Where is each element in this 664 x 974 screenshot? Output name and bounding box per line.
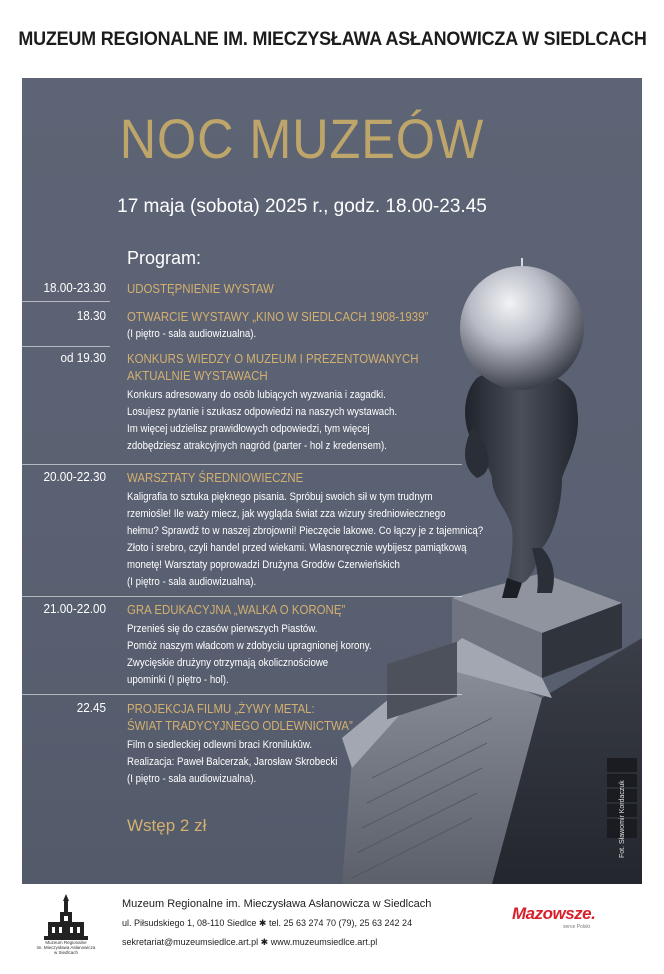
divider xyxy=(22,596,462,597)
entry-title: AKTUALNIE WYSTAWACH xyxy=(127,368,268,383)
entry-time: 20.00-22.30 xyxy=(43,469,106,484)
entry-description: Konkurs adresowany do osób lubiących wyzwania i zagadki. Losujesz pytanie i szukasz odpowiedzi na naszych wystawach. Im więcej udzielisz prawidłowych odpowiedzi, tym więcej zdobędziesz atrakcyjnych nagród (parter - hol z kredensem). xyxy=(127,389,398,452)
event-title: NOC MUZEÓW xyxy=(119,107,485,170)
entry-title: ŚWIAT TRADYCYJNEGO ODLEWNICTWA” xyxy=(127,718,353,733)
entrance-fee: Wstęp 2 zł xyxy=(127,816,207,835)
event-date: 17 maja (sobota) 2025 r., godz. 18.00-23.45 xyxy=(117,196,487,217)
photo-credit: Fot. Sławomir Kordaczuk xyxy=(619,780,626,858)
entry-time: 21.00-22.00 xyxy=(43,601,106,616)
entry-description: Przenieś się do czasów pierwszych Piastów. Pomóż naszym władcom w zdobyciu upragnionej korony. Zwycięskie drużyny otrzymają okolicznościowe upominki (I piętro - hol). xyxy=(127,623,372,686)
program-label: Program: xyxy=(127,248,202,268)
entry-description: (I piętro - sala audiowizualna). xyxy=(127,328,257,340)
entry-title: GRA EDUKACYJNA „WALKA O KORONĘ” xyxy=(127,602,346,617)
divider xyxy=(22,464,462,465)
museum-name-heading: MUZEUM REGIONALNE IM. MIECZYSŁAWA ASŁANOWICZA W SIEDLCACH xyxy=(17,27,647,50)
entry-time: 18.00-23.30 xyxy=(43,280,106,295)
entry-description: Kaligrafia to sztuka pięknego pisania. Spróbuj swoich sił w tym trudnym rzemiośle! Ile waży miecz, jak wygląda świat zza wizury średniowiecznego hełmu? Sprawdź to w naszej zbrojowni! Pieczęcie lakowe. Co łączy je z tajemnicą? Złoto i srebro, czyli handel przed wiekami. Własnoręcznie wybijesz pamiątkową monetę! Warsztaty poprowadzi Drużyna Grodów Czerwieńskich (I piętro - sala audiowizualna). xyxy=(127,491,484,588)
divider xyxy=(22,346,110,347)
mazowsze-tagline: serce Polski xyxy=(563,924,590,930)
entry-title: PROJEKCJA FILMU „ŻYWY METAL: xyxy=(127,701,315,716)
footer-museum-name: Muzeum Regionalne im. Mieczysława Asłanowicza w Siedlcach xyxy=(122,898,432,910)
footer-address: ul. Piłsudskiego 1, 08-110 Siedlce ✱ tel. 25 63 274 70 (79), 25 63 242 24 xyxy=(122,918,413,928)
header xyxy=(0,0,664,78)
footer xyxy=(0,884,664,974)
footer-contact xyxy=(122,894,431,952)
entry-time: 22.45 xyxy=(76,700,106,715)
mazowsze-logo: Mazowsze. xyxy=(512,904,596,923)
divider xyxy=(22,301,110,302)
entry-title: WARSZTATY ŚREDNIOWIECZNE xyxy=(127,470,304,485)
logo-caption: Muzeum Regionalne im. Mieczysława Asłanowicza w Siedlcach xyxy=(36,940,96,955)
poster xyxy=(22,78,642,884)
footer-email-web[interactable]: sekretariat@muzeumsiedlce.art.pl ✱ www.muzeumsiedlce.art.pl xyxy=(122,937,378,947)
entry-time: od 19.30 xyxy=(60,350,106,365)
entry-title: KONKURS WIEDZY O MUZEUM I PREZENTOWANYCH xyxy=(127,351,419,366)
entry-title: OTWARCIE WYSTAWY „KINO W SIEDLCACH 1908-1939” xyxy=(127,309,429,324)
entry-title: UDOSTĘPNIENIE WYSTAW xyxy=(127,281,274,296)
divider xyxy=(22,694,462,695)
entry-time: 18.30 xyxy=(76,308,106,323)
entry-description: Film o siedleckiej odlewni braci Kronilukûw. Realizacja: Paweł Balcerzak, Jarosław Skrobecki (I piętro - sala audiowizualna). xyxy=(127,739,338,785)
